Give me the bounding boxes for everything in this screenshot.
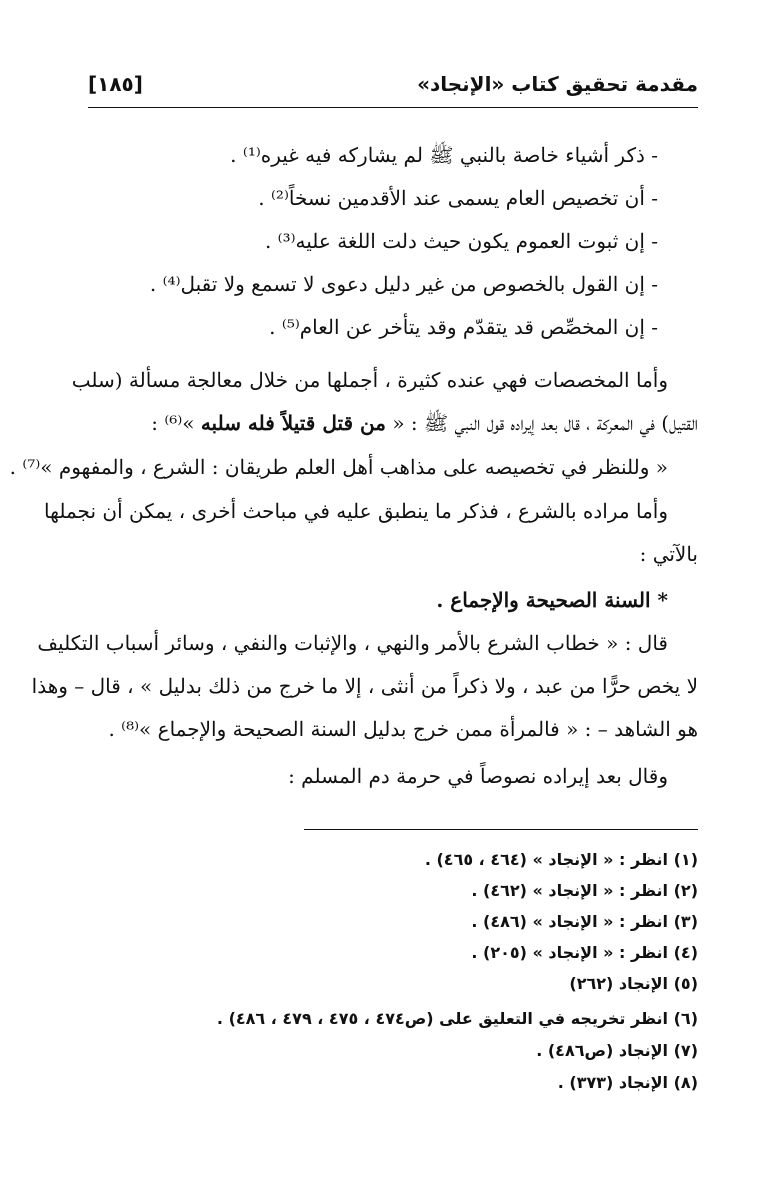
page-header (88, 66, 698, 106)
header-divider (88, 107, 698, 108)
footnote: (٧) الإنجاد (ص٤٨٦) . (536, 1041, 698, 1060)
bullet-item: - ذكر أشياء خاصة بالنبي ﷺ لم يشاركه فيه غيره⁽¹⁾ . (230, 143, 658, 167)
footnote: (٦) انظر تخريجه في التعليق على (ص٤٧٤ ، ٤٧٥ ، ٤٧٩ ، ٤٨٦) . (216, 1009, 698, 1028)
paragraph-line: وقال بعد إيراده نصوصاً في حرمة دم المسلم : (288, 764, 668, 788)
running-title: مقدمة تحقيق كتاب «الإنجاد» (417, 72, 698, 96)
paragraph-line: وأما مراده بالشرع ، فذكر ما ينطبق عليه في مباحث أخرى ، يمكن أن نجملها (44, 499, 668, 523)
paragraph-line: بالآتي : (639, 542, 698, 566)
block-quote: « وللنظر في تخصيصه على مذاهب أهل العلم طريقان : الشرع ، والمفهوم »⁽⁷⁾ . (9, 455, 668, 479)
paragraph-line: لا يخص حرًّا من عبد ، ولا ذكراً من أنثى ، إلا ما خرج من ذلك بدليل » ، قال – وهذا (31, 674, 698, 698)
paragraph-line (88, 411, 698, 440)
footnote: (٢) انظر : « الإنجاد » (٤٦٢) . (471, 881, 698, 900)
bullet-item: - إن القول بالخصوص من غير دليل دعوى لا تسمع ولا تقبل⁽⁴⁾ . (149, 272, 658, 296)
hadith-quote: من قتل قتيلاً فله سلبه (200, 411, 386, 435)
footnote: (٨) الإنجاد (٣٧٣) . (557, 1073, 698, 1092)
footnote: (٤) انظر : « الإنجاد » (٢٠٥) . (471, 943, 698, 962)
text-segment: »⁽⁶⁾ : (151, 411, 201, 435)
paragraph-line: هو الشاهد – : « فالمرأة ممن خرج بدليل السنة الصحيحة والإجماع »⁽⁸⁾ . (108, 717, 698, 741)
footnote: (١) انظر : « الإنجاد » (٤٦٤ ، ٤٦٥) . (424, 850, 698, 869)
bullet-item: - أن تخصيص العام يسمى عند الأقدمين نسخاً⁽²⁾ . (258, 186, 658, 210)
bullet-item: - إن ثبوت العموم يكون حيث دلت اللغة عليه⁽³⁾ . (264, 229, 658, 253)
footnote-divider (304, 829, 698, 830)
bullet-item: - إن المخصِّص قد يتقدّم وقد يتأخر عن العام⁽⁵⁾ . (269, 315, 658, 339)
page-number: [١٨٥] (88, 72, 143, 96)
section-heading: * السنة الصحيحة والإجماع . (436, 588, 668, 612)
text-segment: القتيل) في المعركة ، قال بعد إيراده قول النبي ﷺ : « (385, 411, 698, 435)
footnote: (٣) انظر : « الإنجاد » (٤٨٦) . (471, 912, 698, 931)
footnote: (٥) الإنجاد (٢٦٢) (569, 974, 698, 993)
paragraph-line: وأما المخصصات فهي عنده كثيرة ، أجملها من خلال معالجة مسألة (سلب (71, 368, 668, 392)
paragraph-line: قال : « خطاب الشرع بالأمر والنهي ، والإثبات والنفي ، وسائر أسباب التكليف (37, 631, 668, 655)
